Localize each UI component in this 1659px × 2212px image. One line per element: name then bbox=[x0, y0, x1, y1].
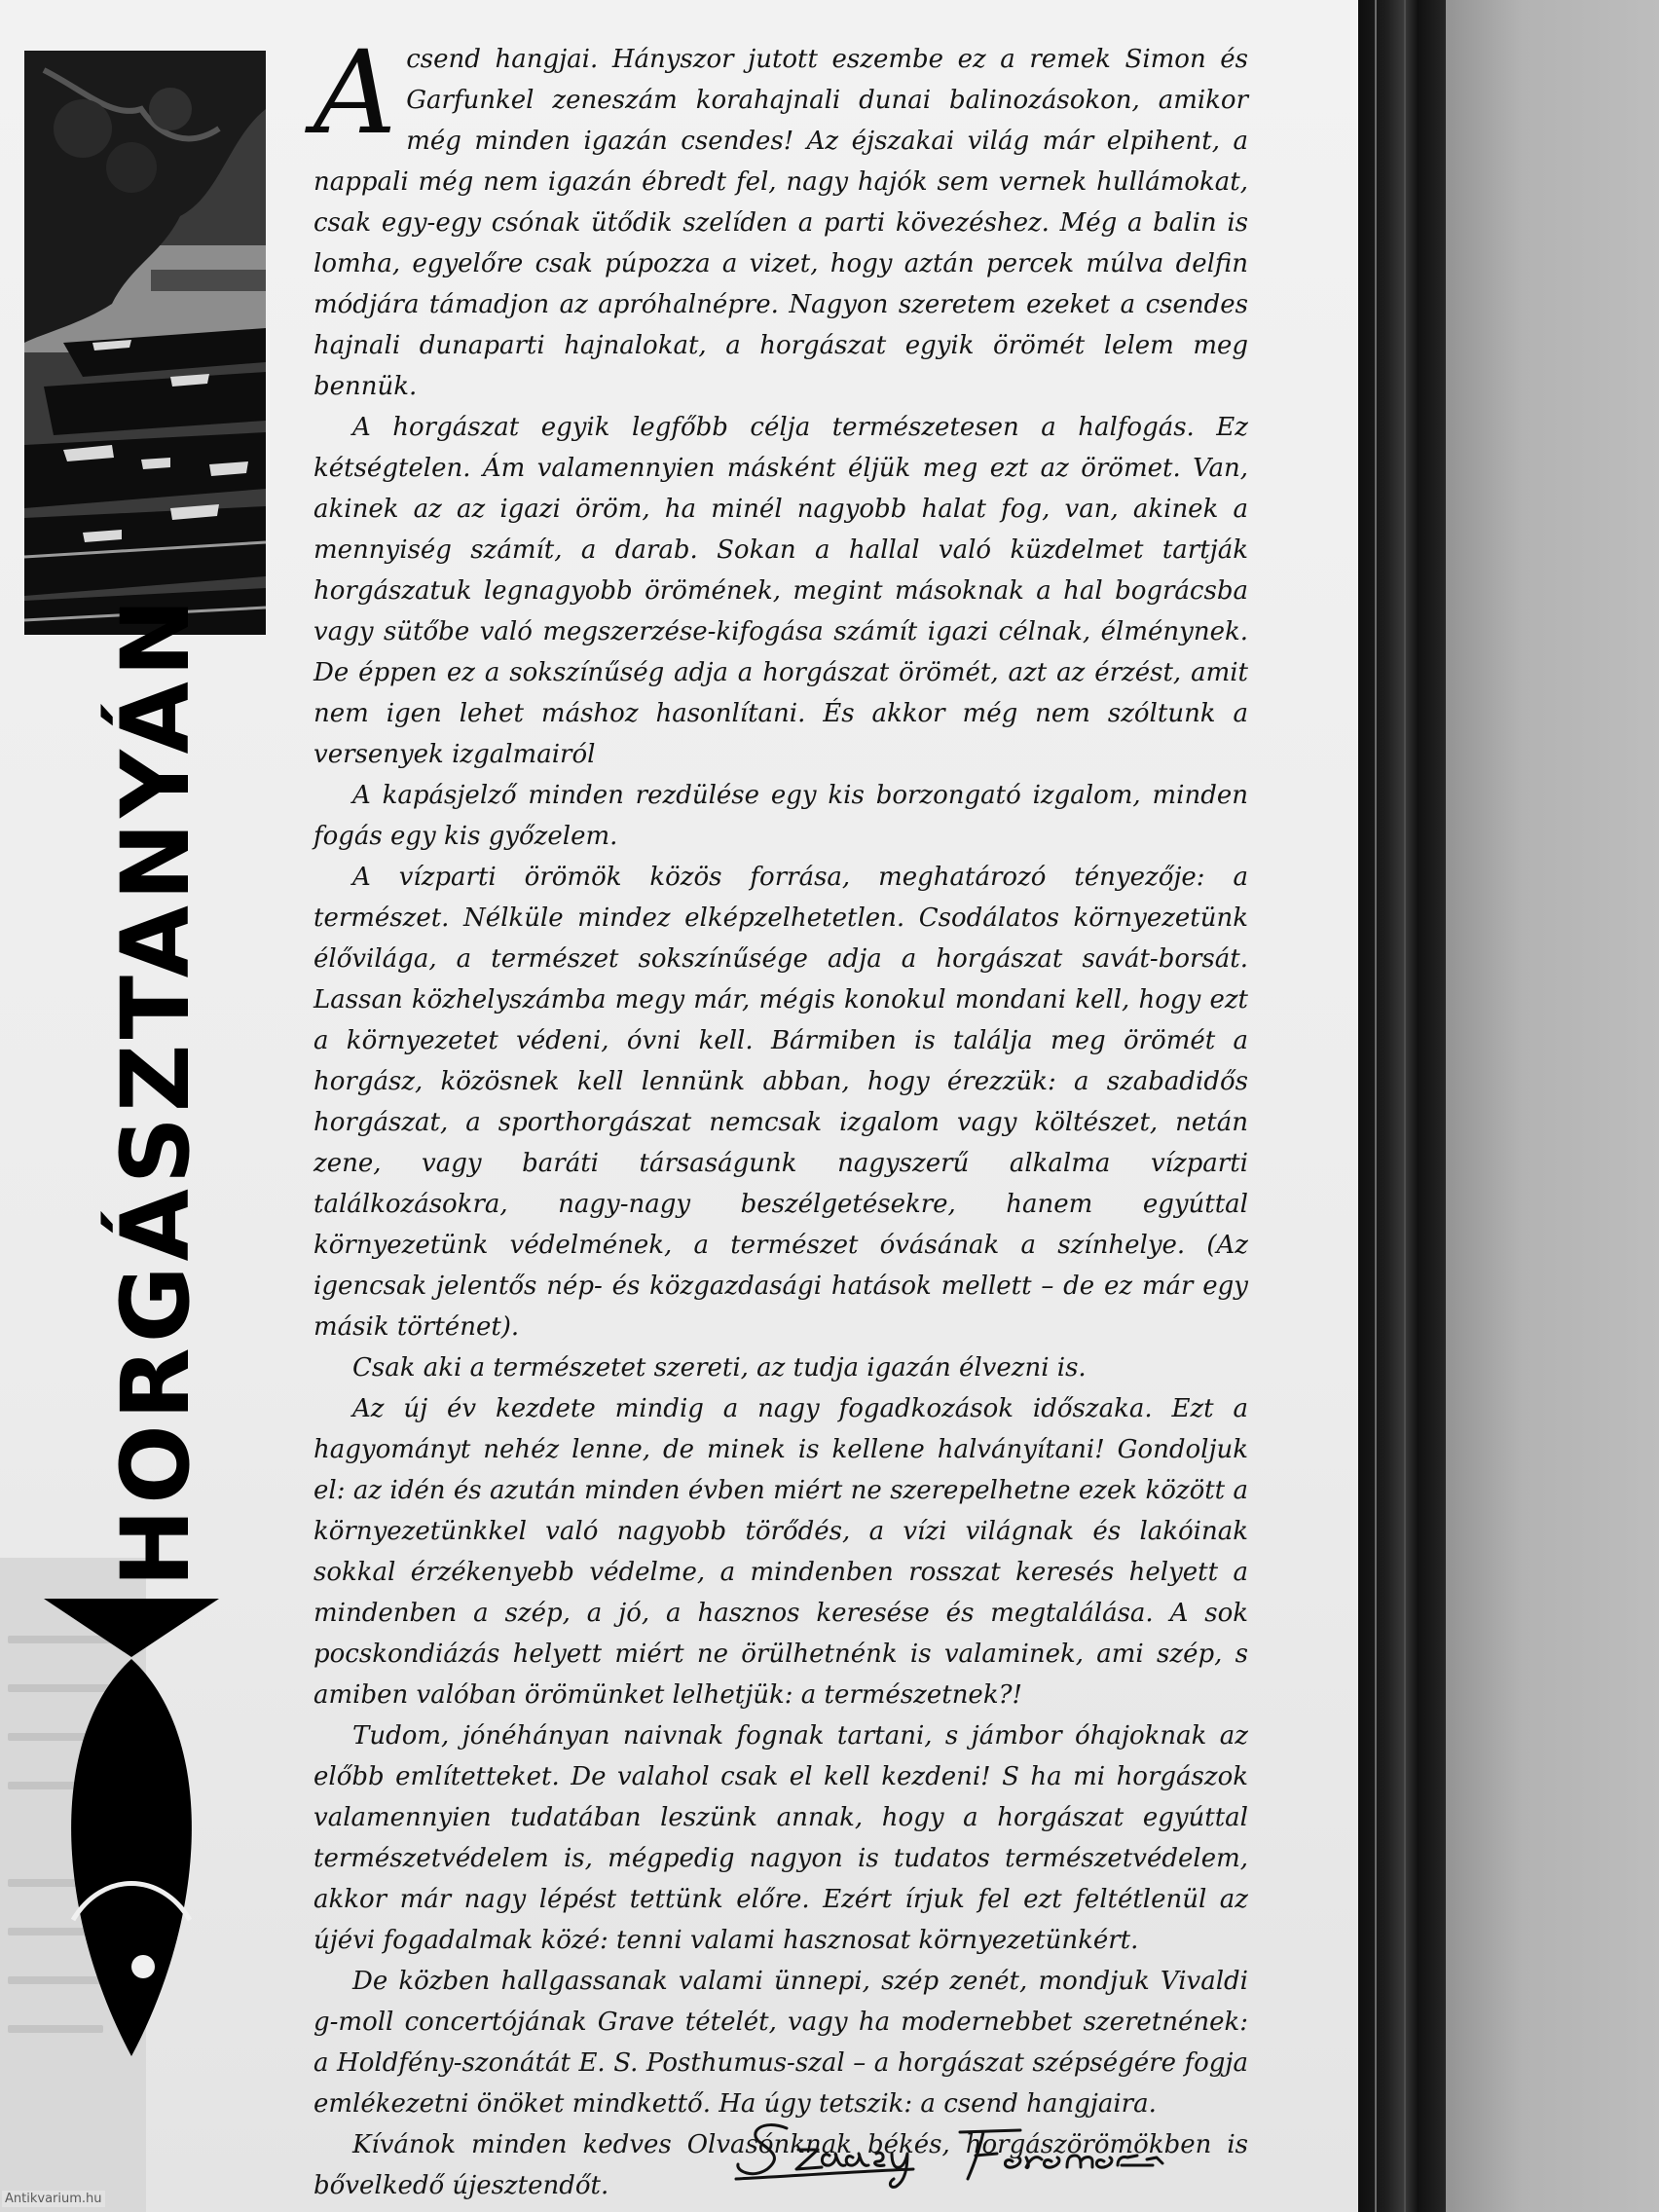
book-cover-edge bbox=[1353, 0, 1446, 2212]
signature-image bbox=[728, 2111, 1254, 2189]
paragraph-text: csend hangjai. Hányszor jutott eszembe ez a remek Simon és Garfunkel zeneszám korahajnali dunai balinozásokon, amikor még minden igazán csendes! Az éjszakai világ már elpihent, a nappali még nem igazán ébredt fel, nagy hajók sem vernek hullámokat, csak egy-egy csónak ütődik szelíden a parti kövezéshez. Még a balin is lomha, egyelőre csak púpozza a vizet, hogy aztán percek múlva delfin módjára támadjon az apróhalnépre. Nagyon szeretem ezeket a csendes hajnali dunaparti hajnalokat, a horgászat egyik örömét lelem meg bennük. bbox=[313, 45, 1248, 401]
paragraph: Az új év kezdete mindig a nagy fogadkozások időszaka. Ezt a hagyományt nehéz lenne, de minek is kellene halványítani! Gondoljuk el: az idén és azután minden évben miért ne szerepelhetne ezek között a környezetünkkel való nagyobb törődés, a vízi világnak és lakóinak sokkal érzékenyebb védelme, a mindenben rosszat keresés helyett a mindenben a szép, a jó, a hasznos keresése és megtalálása. A sok pocskondiázás helyett miért ne örülhetnénk is valaminek, ami szép, s amiben valóban örömünket lelhetjük: a természetnek?! bbox=[313, 1394, 1248, 1710]
title-wrapper bbox=[102, 584, 209, 1597]
paragraph: Csak aki a természetet szereti, az tudja igazán élvezni is. bbox=[352, 1353, 1087, 1382]
paragraph-intro bbox=[313, 25, 1248, 407]
paragraph: De közben hallgassanak valami ünnepi, szép zenét, mondjuk Vivaldi g-moll concertójának Grave tételét, vagy ha modernebbet szeretnének: a Holdfény-szonátát E. S. Posthumus-szal – a horgászat szépségére fogja emlékezetni önöket mindkettő. Ha úgy tetszik: a csend hangjaira. bbox=[313, 1967, 1248, 2119]
vertical-title: HORGÁSZTANYÁN bbox=[101, 593, 210, 1588]
paragraph: A vízparti örömök közös forrása, meghatározó tényezője: a természet. Nélküle mindez elképzelhetetlen. Csodálatos környezetünk élővilága, a természet sokszínűsége adja a horgászat savát-borsát. Lassan közhelyszámba megy már, mégis konokul mondani kell, hogy ezt a környezetet védeni, óvni kell. Bármiben is találja meg örömét a horgász, közösnek kell lennünk abban, hogy érezzük: a szabadidős horgászat, a sporthorgászat nemcsak izgalom vagy költészet, netán zene, vagy baráti társaságunk nagyszerű alkalma vízparti találkozásokra, nagy-nagy beszélgetésekre, hanem egyúttal környezetünk védelmének, a természet óvásának a színhelye. (Az igencsak jelentős nép- és közgazdasági hatások mellett – de ez már egy másik történet). bbox=[313, 863, 1248, 1342]
fish-logo-icon bbox=[44, 1599, 219, 2085]
boats-photo bbox=[24, 51, 266, 635]
paragraph: A kapásjelző minden rezdülése egy kis borzongató izgalom, minden fogás egy kis győzelem. bbox=[313, 781, 1248, 851]
paragraph: A horgászat egyik legfőbb célja természetesen a halfogás. Ez kétségtelen. Ám valamennyien másként éljük meg ezt az örömet. Van, akinek az az igazi öröm, ha minél nagyobb halat fog, van, akinek a mennyiség számít, a darab. Sokan a hallal való küzdelmet tartják horgászatuk legnagyobb örömének, megint másoknak a hal bográcsba vagy sütőbe való megszerzése-kifogása számít igazi célnak, élménynek. De éppen ez a sokszínűség adja a horgászat örömét, azt az érzést, amit nem igen lehet máshoz hasonlítani. És akkor még nem szóltunk a versenyek izgalmairól bbox=[313, 413, 1248, 769]
paragraph: Kívánok minden kedves Olvasónknak békés, horgászörömökben is bővelkedő újesztendőt. bbox=[313, 2130, 1248, 2200]
background-desk bbox=[1431, 0, 1659, 2212]
article-body bbox=[313, 25, 1248, 2206]
paragraph: Tudom, jónéhányan naivnak fognak tartani, s jámbor óhajoknak az előbb említetteket. De valahol csak el kell kezdeni! S ha mi horgászok valamennyien tudatában leszünk annak, hogy a horgászat egyúttal természetvédelem is, mégpedig nagyon is tudatos természetvédelem, akkor már nagy lépést tettünk előre. Ezért írjuk fel ezt feltétlenül az újévi fogadalmak közé: tenni valami hasznosat környezetünkért. bbox=[313, 1721, 1248, 1955]
watermark: Antikvarium.hu bbox=[2, 2191, 105, 2207]
drop-cap: A bbox=[313, 25, 397, 160]
